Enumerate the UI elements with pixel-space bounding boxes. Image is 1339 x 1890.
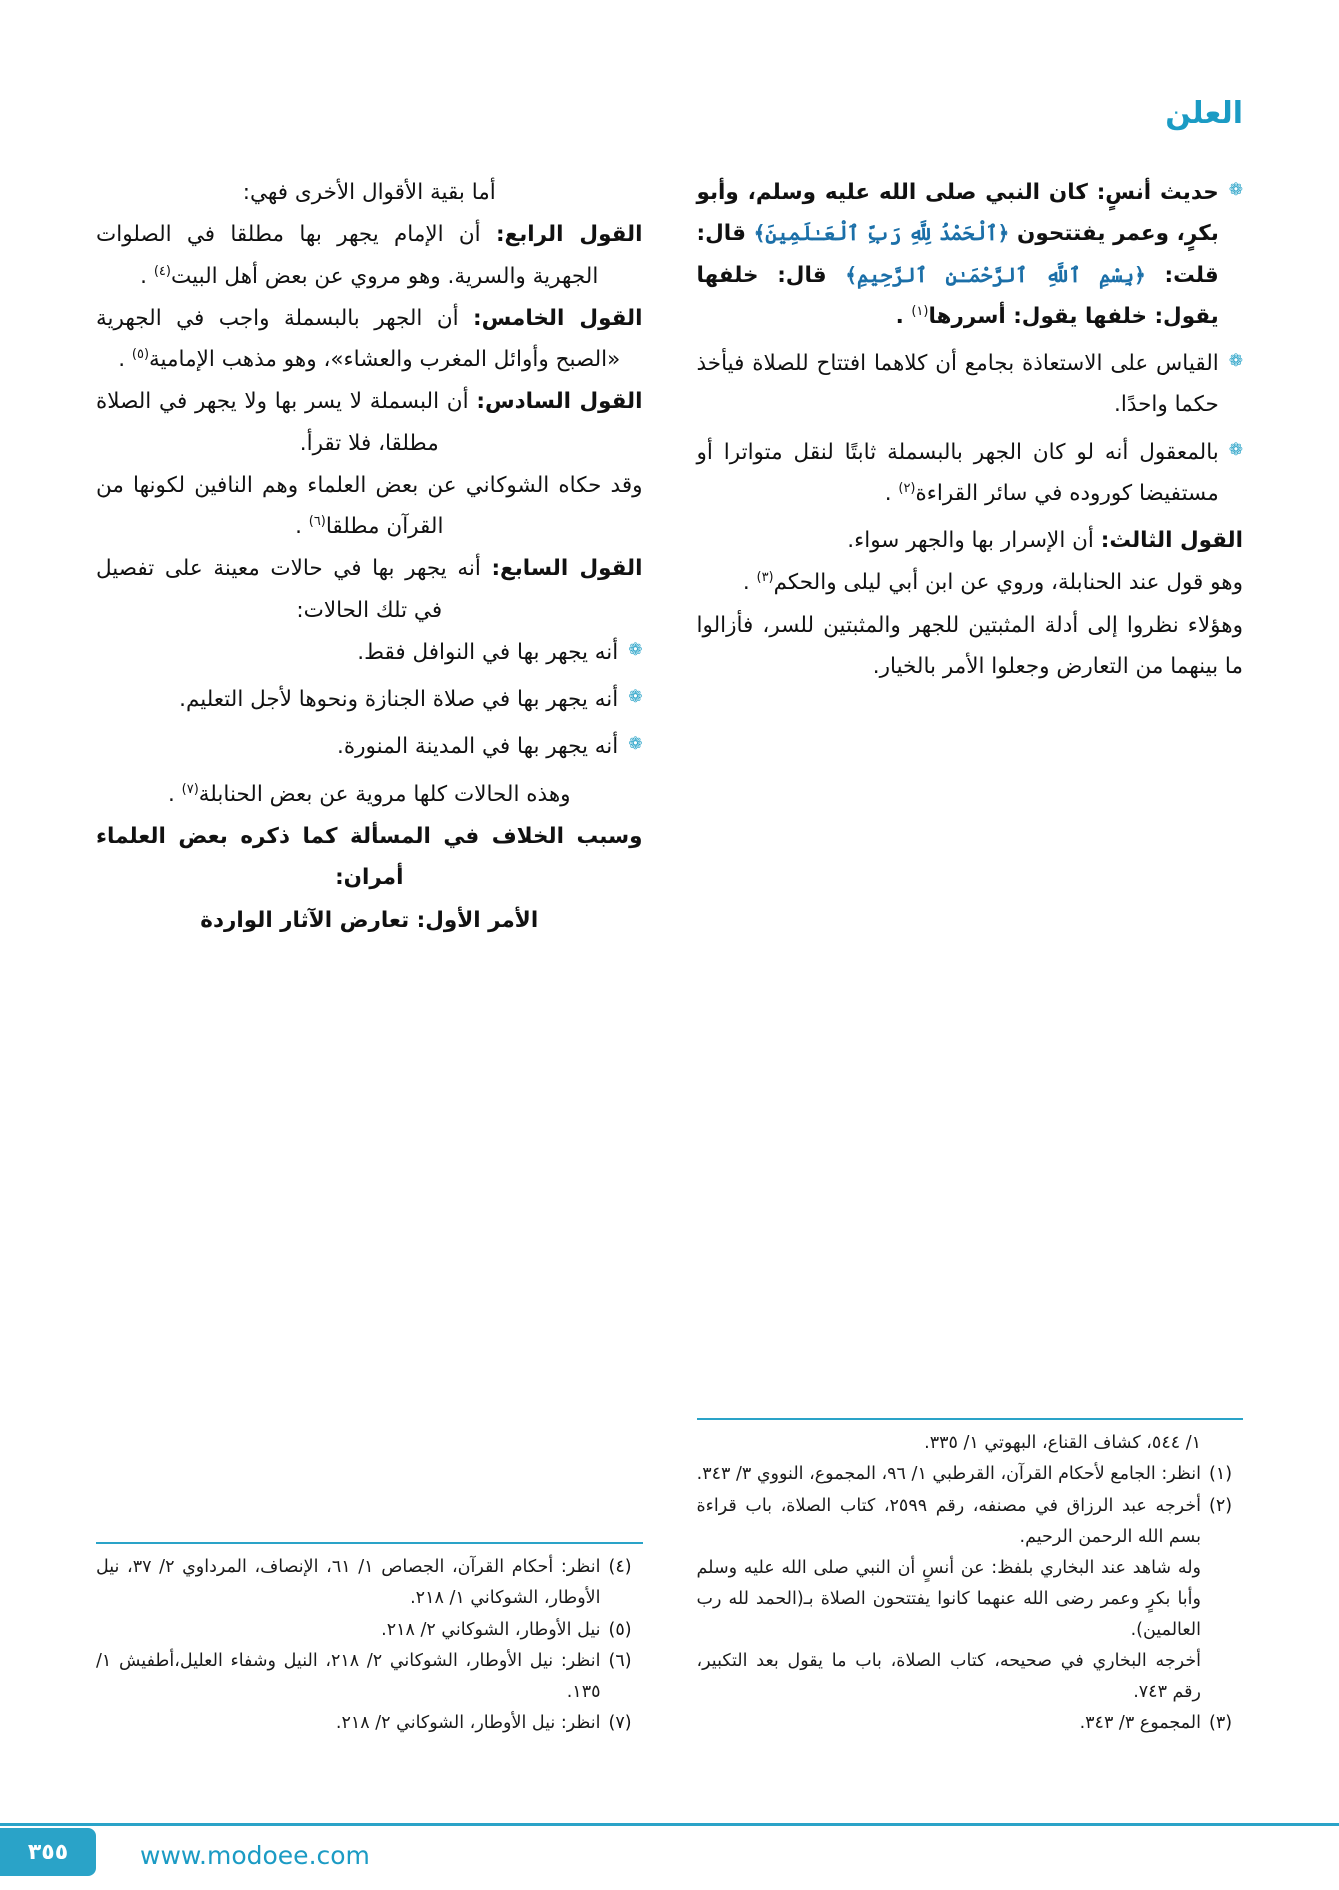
paragraph-tail: .	[140, 263, 154, 289]
list-item-body	[697, 432, 1219, 515]
footnote-text: انظر: الجامع لأحكام القرآن، القرطبي ١/ ٩٦، المجموع، النووي ٣/ ٣٤٣.	[696, 1464, 1201, 1485]
footer-divider	[0, 1823, 1339, 1826]
paragraph-cause-of-dispute	[96, 816, 643, 899]
hadith-text-3: قال: خلفها يقول: خلفها يقول: أسررها	[696, 262, 1219, 329]
footnote-number: (٦)	[608, 1651, 632, 1672]
footnote-divider	[697, 1418, 1244, 1420]
paragraph-lead: القول الرابع:	[495, 222, 643, 248]
paragraph-fifth-opinion	[96, 298, 643, 381]
footnote-text: وله شاهد عند البخاري بلفظ: عن أنسٍ أن النبي صلى الله عليه وسلم وأبا بكرٍ وعمر رضى الله عنهما كانوا يفتتحون الصلاة بـ(الحمد لله رب العالمين).	[696, 1558, 1201, 1640]
flower-bullet-icon: ❁	[1228, 351, 1243, 372]
footnote-row	[697, 1459, 1244, 1490]
maqul-text: بالمعقول أنه لو كان الجهر بالبسملة ثابتًا لنقل متواترا أو مستفيضا كوروده في سائر القراءة	[696, 439, 1219, 506]
paragraph-reconciliation	[697, 605, 1244, 688]
footnote-list	[697, 1428, 1244, 1739]
paragraph-tail: .	[167, 781, 182, 807]
footnote-text: انظر: أحكام القرآن، الجصاص ١/ ٦١، الإنصاف، المرداوي ٢/ ٣٧، نيل الأوطار، الشوكاني ١/ ٢١٨.	[96, 1557, 601, 1608]
footnote-number: (٥)	[608, 1619, 632, 1640]
list-item-body: أنه يجهر بها في المدينة المنورة.	[337, 734, 619, 760]
footnote-row	[697, 1708, 1244, 1739]
paragraph-tail: .	[295, 514, 309, 540]
column-right	[697, 172, 1244, 1740]
paragraph-body: وهؤلاء نظروا إلى أدلة المثبتين للجهر والمثبتين للسر، فأزالوا ما بينهما من التعارض وجعلوا الأمر بالخيار.	[696, 612, 1243, 679]
footnote-number: (٢)	[1209, 1496, 1233, 1516]
footnote-row	[697, 1428, 1244, 1459]
paragraph-body: أنه يجهر بها في حالات معينة على تفصيل في تلك الحالات:	[96, 556, 492, 623]
footnote-row	[697, 1553, 1244, 1645]
footnote-text: نيل الأوطار، الشوكاني ٢/ ٢١٨.	[381, 1619, 601, 1640]
paragraph-body: أما بقية الأقوال الأخرى فهي:	[242, 180, 496, 205]
page-number-tab	[0, 1828, 96, 1876]
paragraph-lead: الأمر الأول:	[416, 907, 539, 933]
column-left	[96, 172, 643, 1740]
flower-bullet-icon: ❁	[1228, 180, 1243, 200]
paragraph-lead: القول السادس:	[476, 389, 643, 415]
footnote-text: انظر: نيل الأوطار، الشوكاني ٢/ ٢١٨، النيل وشفاء العليل،أطفيش ١/ ١٣٥.	[96, 1651, 601, 1702]
quran-verse-2: ﴿بِسْمِ ٱللَّهِ ٱلرَّحْمَـٰنِ ٱلرَّحِيمِ﴾	[845, 262, 1146, 287]
paragraph-summary	[96, 774, 643, 815]
footnote-ref-5: (٥)	[131, 346, 150, 362]
paragraph-third-opinion	[697, 520, 1244, 561]
flower-bullet-icon: ❁	[628, 687, 643, 708]
quran-verse-1: ﴿ٱلْحَمْدُ لِلَّهِ رَبِّ ٱلْعَـٰلَمِينَ﴾	[753, 221, 1010, 246]
left-column-text	[96, 172, 643, 941]
list-item-body: أنه يجهر بها في صلاة الجنازة ونحوها لأجل التعليم.	[179, 687, 619, 713]
footnotes-left	[96, 1532, 643, 1740]
flower-bullet-icon: ❁	[628, 639, 643, 660]
paragraph-first-matter	[96, 900, 643, 941]
right-column-text	[697, 172, 1244, 687]
list-item	[697, 432, 1244, 515]
footnote-ref-7: (٧)	[181, 781, 199, 797]
footnote-ref-1: (١)	[911, 303, 929, 319]
paragraph-lead: القول السابع:	[491, 556, 643, 582]
list-item-body	[697, 343, 1219, 426]
footnote-list	[96, 1552, 643, 1739]
footnote-ref-6: (٦)	[308, 513, 326, 529]
footnote-number: (٣)	[1209, 1713, 1233, 1734]
footnote-row	[697, 1491, 1244, 1552]
footnote-text: أخرجه عبد الرزاق في مصنفه، رقم ٢٥٩٩، كتاب الصلاة، باب قراءة بسم الله الرحمن الرحيم.	[696, 1496, 1201, 1547]
paragraph-body: أن الإسرار بها والجهر سواء.	[847, 528, 1101, 554]
page-header	[96, 96, 1243, 142]
site-url[interactable]: www.modoee.com	[140, 1841, 370, 1870]
paragraph-tail: .	[118, 347, 132, 373]
paragraph-body: وهذه الحالات كلها مروية عن بعض الحنابلة	[198, 781, 571, 807]
paragraph-shawkani	[96, 465, 643, 548]
page-number: ٣٥٥	[27, 1839, 69, 1865]
footnote-text: أخرجه البخاري في صحيحه، كتاب الصلاة، باب ما يقول بعد التكبير، رقم ٧٤٣.	[696, 1651, 1201, 1702]
paragraph-body: وهو قول عند الحنابلة، وروي عن ابن أبي ليلى والحكم	[773, 570, 1243, 596]
paragraph-lead: القول الثالث:	[1100, 528, 1243, 554]
footnote-text: المجموع ٣/ ٣٤٣.	[1079, 1713, 1201, 1734]
flower-bullet-icon: ❁	[1228, 439, 1243, 460]
paragraph-body: تعارض الآثار الواردة	[200, 907, 417, 933]
footnote-ref-2: (٢)	[898, 480, 916, 496]
footnote-row	[96, 1708, 643, 1739]
footnote-ref-4: (٤)	[153, 263, 171, 279]
list-item	[697, 343, 1244, 426]
hadith-text-1: حديث أنسٍ: كان النبي صلى الله عليه وسلم، وأبو بكرٍ، وعمر يفتتحون	[696, 180, 1219, 247]
paragraph-body: أن البسملة لا يسر بها ولا يجهر في الصلاة مطلقا، فلا تقرأ.	[96, 389, 477, 456]
list-item	[697, 172, 1244, 337]
paragraph-body: أن الجهر بالبسملة واجب في الجهرية «الصبح وأوائل المغرب والعشاء»، وهو مذهب الإمامية	[96, 305, 621, 373]
footnote-row	[697, 1646, 1244, 1707]
footnote-text: ١/ ٥٤٤، كشاف القناع، البهوتي ١/ ٣٣٥.	[924, 1432, 1201, 1453]
maqul-text-tail: .	[884, 480, 899, 506]
footnote-row	[96, 1552, 643, 1613]
list-item	[96, 726, 643, 767]
flower-bullet-icon: ❁	[628, 734, 643, 755]
footnote-number: (١)	[1209, 1464, 1233, 1485]
list-item	[96, 632, 643, 673]
footnote-text: انظر: نيل الأوطار، الشوكاني ٢/ ٢١٨.	[335, 1713, 601, 1734]
paragraph-body: وسبب الخلاف في المسألة كما ذكره بعض العلماء أمران:	[96, 823, 643, 891]
list-item-body	[697, 172, 1219, 337]
paragraph-sixth-opinion	[96, 381, 643, 464]
paragraph-body: أن الإمام يجهر بها مطلقا في الصلوات الجهرية والسرية. وهو مروي عن بعض أهل البيت	[96, 222, 599, 289]
footnote-number: (٧)	[608, 1713, 632, 1734]
footnote-number: (٤)	[608, 1557, 632, 1578]
paragraph-hanabila	[697, 562, 1244, 603]
footnotes-right	[697, 1408, 1244, 1740]
qiyas-text: القياس على الاستعاذة بجامع أن كلاهما افتتاح للصلاة فيأخذ حكما واحدًا.	[696, 351, 1219, 418]
footnote-divider	[96, 1542, 643, 1544]
paragraph-lead: القول الخامس:	[473, 305, 643, 331]
footnote-row	[96, 1615, 643, 1646]
paragraph-fourth-opinion	[96, 214, 643, 297]
list-item	[96, 679, 643, 720]
page-footer	[0, 1772, 1339, 1890]
hadith-text-4: .	[895, 303, 912, 329]
footnote-row	[96, 1646, 643, 1707]
hadith-text-2: قال: قلت:	[696, 221, 1219, 288]
two-column-body	[96, 172, 1243, 1740]
footnote-ref-3: (٣)	[756, 570, 774, 586]
paragraph-intro	[96, 172, 643, 213]
page-title: العلن	[1165, 96, 1243, 131]
list-item-body: أنه يجهر بها في النوافل فقط.	[357, 639, 619, 665]
paragraph-seventh-opinion	[96, 548, 643, 631]
paragraph-tail: .	[742, 570, 757, 596]
paragraph-body: وقد حكاه الشوكاني عن بعض العلماء وهم النافين لكونها من القرآن مطلقا	[96, 472, 643, 540]
